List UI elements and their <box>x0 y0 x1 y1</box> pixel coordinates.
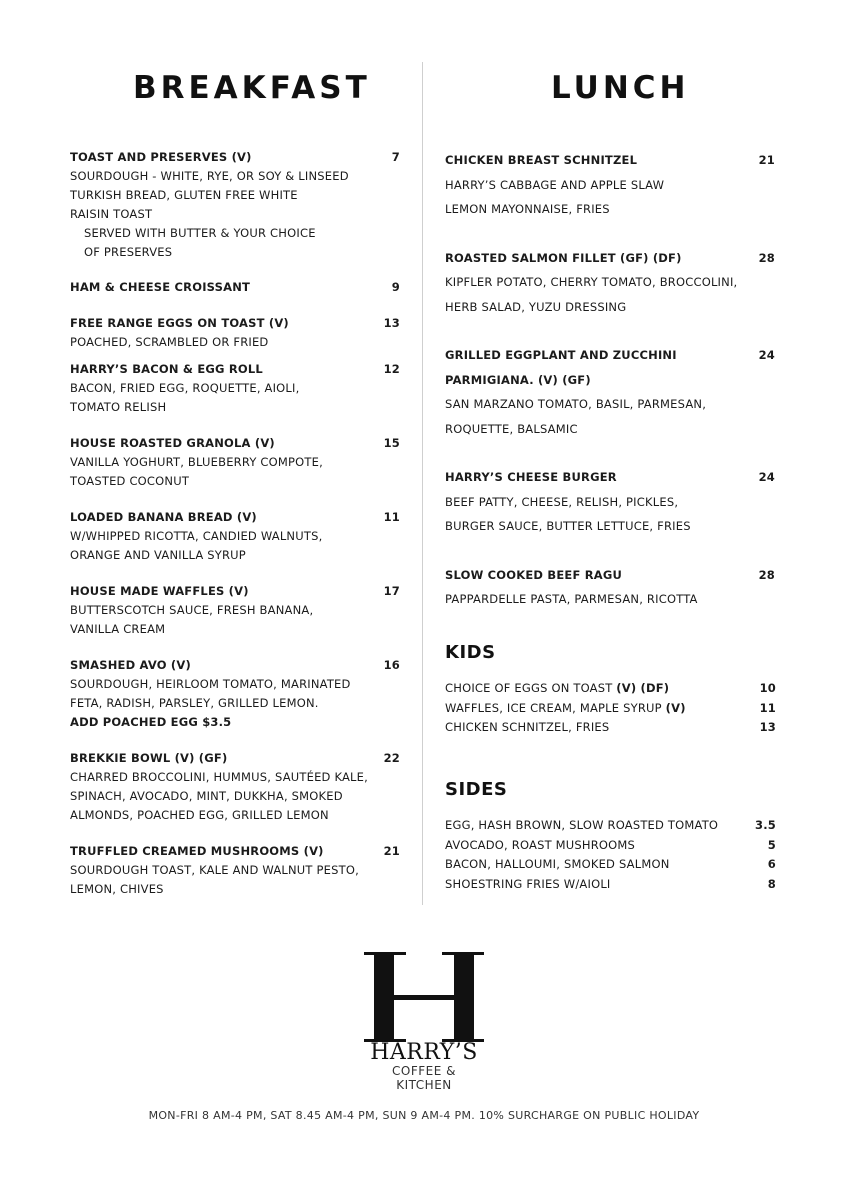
item-price: 15 <box>383 436 400 450</box>
item-description: TOASTED COCONUT <box>70 474 190 488</box>
item-name: FREE RANGE EGGS ON TOAST (V) <box>70 316 289 330</box>
item-price: 24 <box>758 348 775 362</box>
breakfast-heading: BREAKFAST <box>133 70 371 106</box>
item-name: TOAST AND PRESERVES (V) <box>70 150 252 164</box>
item-price: 3.5 <box>755 818 776 832</box>
menu-item <box>70 434 400 491</box>
item-description: BEEF PATTY, CHEESE, RELISH, PICKLES, <box>445 494 679 509</box>
item-addon: ADD POACHED EGG $3.5 <box>70 715 232 729</box>
item-description: W/WHIPPED RICOTTA, CANDIED WALNUTS, <box>70 529 323 543</box>
item-price: 12 <box>383 362 400 376</box>
kids-section <box>445 642 776 738</box>
item-description: ROQUETTE, BALSAMIC <box>445 421 578 436</box>
item-description: KIPFLER POTATO, CHERRY TOMATO, BROCCOLINI, <box>445 275 738 289</box>
item-price: 11 <box>759 700 776 715</box>
item-name: CHICKEN SCHNITZEL, FRIES <box>445 720 610 734</box>
menu-item <box>445 563 775 612</box>
harrys-logo <box>364 952 484 1092</box>
item-description: CHARRED BROCCOLINI, HUMMUS, SAUTÉED KALE, <box>70 770 368 784</box>
item-price: 21 <box>758 153 775 167</box>
item-description: VANILLA CREAM <box>70 622 166 636</box>
lunch-heading: LUNCH <box>551 70 690 106</box>
logo-h-monogram <box>364 952 484 1042</box>
item-name-continued: PARMIGIANA. (V) (GF) <box>445 372 591 387</box>
item-price: 17 <box>383 584 400 598</box>
item-price: 5 <box>767 837 776 852</box>
item-description: ALMONDS, POACHED EGG, GRILLED LEMON <box>70 808 329 822</box>
menu-item <box>70 582 400 639</box>
item-description: HERB SALAD, YUZU DRESSING <box>445 299 627 314</box>
item-name: CHICKEN BREAST SCHNITZEL <box>445 153 638 167</box>
item-name: EGG, HASH BROWN, SLOW ROASTED TOMATO <box>445 818 719 832</box>
item-name: GRILLED EGGPLANT AND ZUCCHINI <box>445 348 677 362</box>
menu-item <box>445 465 775 539</box>
item-description: FETA, RADISH, PARSLEY, GRILLED LEMON. <box>70 696 319 710</box>
item-description: ORANGE AND VANILLA SYRUP <box>70 548 246 562</box>
item-description: SOURDOUGH - WHITE, RYE, OR SOY & LINSEED <box>70 169 349 183</box>
list-item <box>445 836 776 856</box>
item-description: TOMATO RELISH <box>70 400 167 414</box>
menu-item <box>70 278 400 297</box>
item-name: WAFFLES, ICE CREAM, MAPLE SYRUP <box>445 700 662 715</box>
item-description: VANILLA YOGHURT, BLUEBERRY COMPOTE, <box>70 455 323 469</box>
item-name: SMASHED AVO (V) <box>70 658 191 672</box>
item-name: HARRY’S CHEESE BURGER <box>445 470 617 484</box>
item-description: POACHED, SCRAMBLED OR FRIED <box>70 335 269 349</box>
list-item <box>445 875 776 895</box>
item-name: HARRY’S BACON & EGG ROLL <box>70 362 263 376</box>
item-description: SERVED WITH BUTTER & YOUR CHOICE <box>84 226 316 240</box>
item-description: SOURDOUGH, HEIRLOOM TOMATO, MARINATED <box>70 677 351 691</box>
item-description: BUTTERSCOTCH SAUCE, FRESH BANANA, <box>70 603 314 617</box>
item-description: LEMON, CHIVES <box>70 882 164 896</box>
item-price: 16 <box>383 658 400 672</box>
list-item <box>445 679 776 699</box>
item-description: BACON, FRIED EGG, ROQUETTE, AIOLI, <box>70 381 300 395</box>
item-name: LOADED BANANA BREAD (V) <box>70 510 257 524</box>
item-price: 21 <box>383 844 400 858</box>
sides-section <box>445 779 776 894</box>
menu-item <box>70 148 400 262</box>
menu-item <box>70 508 400 565</box>
item-price: 6 <box>767 857 776 871</box>
item-name: BREKKIE BOWL (V) (GF) <box>70 751 228 765</box>
menu-item <box>445 246 775 320</box>
item-description: OF PRESERVES <box>84 245 173 259</box>
item-price: 9 <box>391 280 400 294</box>
item-description: SOURDOUGH TOAST, KALE AND WALNUT PESTO, <box>70 863 359 877</box>
list-item <box>445 855 776 875</box>
item-name: HOUSE MADE WAFFLES (V) <box>70 584 249 598</box>
item-price: 22 <box>383 751 400 765</box>
item-description: RAISIN TOAST <box>70 207 153 221</box>
logo-wordmark: HARRY’S <box>370 1040 478 1065</box>
item-tags: (V) (DF) <box>616 681 670 695</box>
item-price: 10 <box>759 681 776 695</box>
item-price: 28 <box>758 567 775 582</box>
item-description: BURGER SAUCE, BUTTER LETTUCE, FRIES <box>445 519 691 533</box>
item-name: BACON, HALLOUMI, SMOKED SALMON <box>445 857 670 871</box>
item-price: 13 <box>383 316 400 330</box>
item-name: SHOESTRING FRIES W/AIOLI <box>445 876 611 891</box>
menu-item <box>70 656 400 732</box>
item-name: ROASTED SALMON FILLET (GF) (DF) <box>445 250 682 265</box>
kids-heading: KIDS <box>445 642 496 663</box>
opening-hours: MON-FRI 8 AM-4 PM, SAT 8.45 AM-4 PM, SUN 9 AM-4 PM. 10% SURCHARGE ON PUBLIC HOLIDAY <box>148 1109 700 1122</box>
item-tags: (V) <box>665 700 686 715</box>
item-price: 8 <box>767 876 776 891</box>
item-price: 28 <box>758 250 775 265</box>
item-name: HOUSE ROASTED GRANOLA (V) <box>70 436 275 450</box>
logo-subtitle: COFFEE & KITCHEN <box>392 1064 456 1092</box>
item-description: SAN MARZANO TOMATO, BASIL, PARMESAN, <box>445 397 707 411</box>
item-price: 24 <box>758 470 775 484</box>
column-divider <box>422 62 423 905</box>
item-name: TRUFFLED CREAMED MUSHROOMS (V) <box>70 844 324 858</box>
menu-item <box>70 749 400 825</box>
sides-heading: SIDES <box>445 779 508 800</box>
item-name: CHOICE OF EGGS ON TOAST <box>445 681 613 695</box>
item-description: PAPPARDELLE PASTA, PARMESAN, RICOTTA <box>445 592 698 606</box>
menu-item <box>70 314 400 352</box>
item-price: 11 <box>383 510 400 524</box>
breakfast-menu <box>70 148 400 916</box>
item-description: TURKISH BREAD, GLUTEN FREE WHITE <box>70 188 298 202</box>
menu-item <box>70 360 400 417</box>
list-item <box>445 699 776 719</box>
item-description: HARRY’S CABBAGE AND APPLE SLAW <box>445 177 665 192</box>
item-description: LEMON MAYONNAISE, FRIES <box>445 202 610 216</box>
menu-item <box>70 842 400 899</box>
item-description: SPINACH, AVOCADO, MINT, DUKKHA, SMOKED <box>70 789 343 803</box>
menu-item <box>445 148 775 222</box>
item-name: HAM & CHEESE CROISSANT <box>70 280 251 294</box>
menu-item <box>445 343 775 441</box>
item-name: AVOCADO, ROAST MUSHROOMS <box>445 837 636 852</box>
item-price: 7 <box>391 150 400 164</box>
item-name: SLOW COOKED BEEF RAGU <box>445 567 623 582</box>
item-price: 13 <box>759 720 776 734</box>
lunch-menu <box>445 148 775 636</box>
list-item <box>445 718 776 738</box>
list-item <box>445 816 776 836</box>
